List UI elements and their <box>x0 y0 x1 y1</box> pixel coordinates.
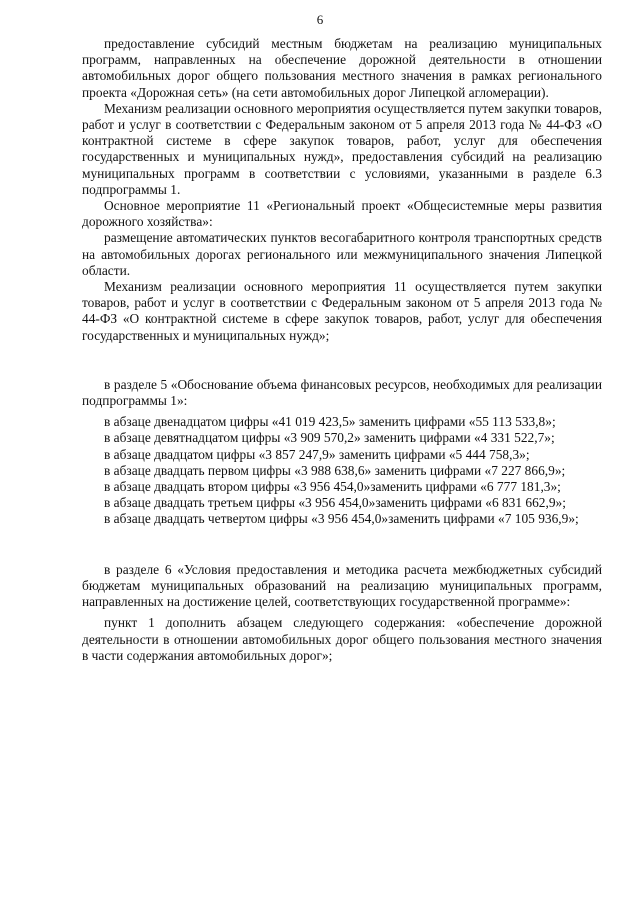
paragraph: в абзаце двадцать третьем цифры «3 956 454,0»заменить цифрами «6 831 662,9»; <box>104 495 566 511</box>
paragraph: в абзаце двенадцатом цифры «41 019 423,5» заменить цифрами «55 113 533,8»; <box>104 414 556 430</box>
paragraph: в абзаце двадцать втором цифры «3 956 454,0»заменить цифрами «6 777 181,3»; <box>104 479 561 495</box>
paragraph: в абзаце двадцать четвертом цифры «3 956 454,0»заменить цифрами «7 105 936,9»; <box>104 511 579 527</box>
paragraph: в абзаце двадцать первом цифры «3 988 638,6» заменить цифрами «7 227 866,9»; <box>104 462 566 478</box>
paragraph: в абзаце девятнадцатом цифры «3 909 570,2» заменить цифрами «4 331 522,7»; <box>104 430 555 446</box>
paragraph: Механизм реализации основного мероприятия осуществляется путем закупки товаров, работ и услуг в соответствии с Федеральным законом от 5 апреля 2013 года № 44-ФЗ «О контрактной системе в сфере закупок товаров, работ, услуг для обеспечения государственных и муниципальных нужд», предоставления субсидий на реализацию муниципальных программ в соответствии с условиями, указанными в разделе 6.3 подпрограммы 1. <box>82 100 602 197</box>
page-number: 6 <box>316 12 324 27</box>
document-body <box>82 36 602 664</box>
paragraph: в разделе 6 «Условия предоставления и методика расчета межбюджетных субсидий бюджетам муниципальных образований на реализацию муниципальных программ, направленных на достижение целей, соответствующих государственной программе»: <box>82 561 602 610</box>
paragraph: пункт 1 дополнить абзацем следующего содержания: «обеспечение дорожной деятельности в отношении автомобильных дорог общего пользования местного значения в части содержания автомобильных дорог»; <box>82 615 602 663</box>
paragraph: размещение автоматических пунктов весогабаритного контроля транспортных средств на автомобильных дорогах регионального или межмуниципального значения Липецкой области. <box>82 230 602 278</box>
paragraph: в разделе 5 «Обоснование объема финансовых ресурсов, необходимых для реализации подпрограммы 1»: <box>82 376 602 409</box>
paragraph: Основное мероприятие 11 «Региональный проект «Общесистемные меры развития дорожного хозяйства»: <box>82 198 602 230</box>
paragraph: предоставление субсидий местным бюджетам на реализацию муниципальных программ, направленных на обеспечение дорожной деятельности в отношении автомобильных дорог общего пользования местного значения в рамках регионального проекта «Дорожная сеть» (на сети автомобильных дорог Липецкой агломерации). <box>82 36 602 100</box>
paragraph: Механизм реализации основного мероприятия 11 осуществляется путем закупки товаров, работ и услуг в соответствии с Федеральным законом от 5 апреля 2013 года № 44-ФЗ «О контрактной системе в сфере закупок товаров, работ, услуг для обеспечения государственных и муниципальных нужд»; <box>82 279 602 343</box>
paragraph: в абзаце двадцатом цифры «3 857 247,9» заменить цифрами «5 444 758,3»; <box>104 446 530 462</box>
